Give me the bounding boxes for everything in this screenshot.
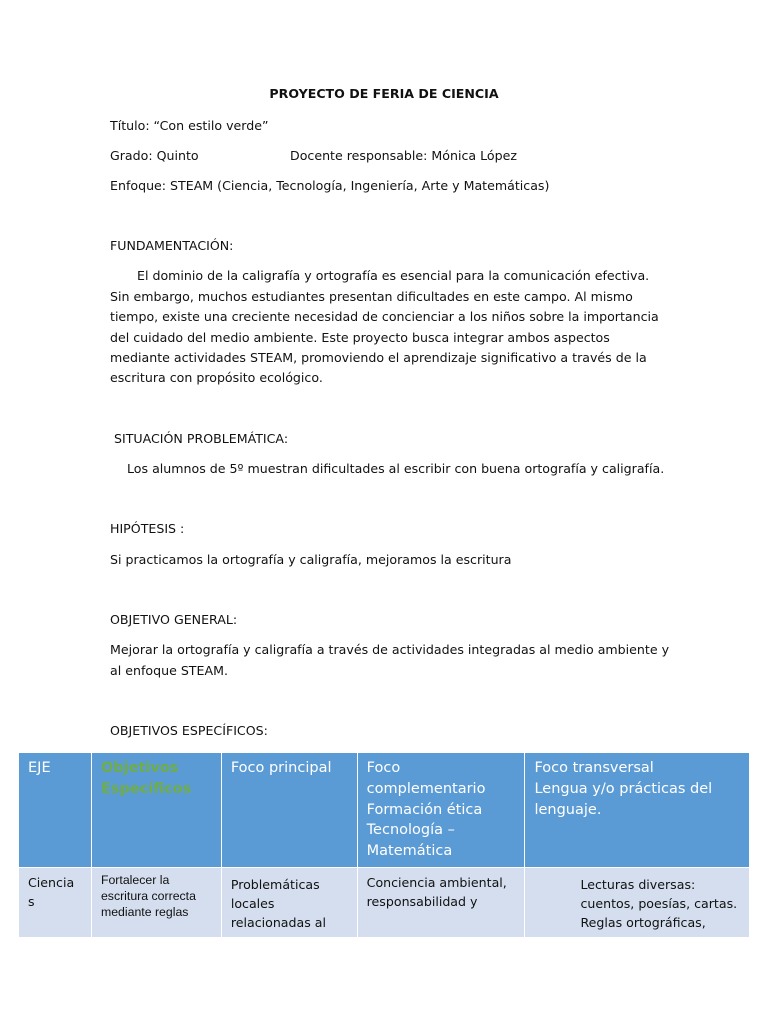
header-line: Lengua y/o prácticas del [534, 780, 713, 797]
header-line: Tecnología – [366, 822, 455, 839]
header-line: Específicos [100, 780, 192, 797]
cell-line: locales [230, 895, 275, 911]
header-line: Foco transversal [534, 760, 654, 776]
cell-line: relacionadas al [230, 914, 327, 930]
project-title-line: Título: “Con estilo verde” [110, 118, 269, 133]
situacion-text: Los alumnos de 5º muestran dificultades al escribir con buena ortografía y caligrafía. [127, 461, 665, 476]
fundamentacion-line: del cuidado del medio ambiente. Este proyecto busca integrar ambos aspectos [110, 330, 610, 345]
situacion-heading: SITUACIÓN PROBLEMÁTICA: [114, 431, 289, 446]
cell-foco-complementario [357, 867, 525, 937]
focus-line: Enfoque: STEAM (Ciencia, Tecnología, Ingeniería, Arte y Matemáticas) [110, 178, 550, 193]
header-foco-principal [221, 753, 357, 868]
cell-line: Ciencia [28, 874, 75, 890]
cell-line: Lecturas diversas: [580, 876, 696, 892]
hipotesis-heading: HIPÓTESIS : [110, 521, 185, 536]
objetivos-especificos-heading: OBJETIVOS ESPECÍFICOS: [110, 723, 268, 738]
cell-line: Reglas ortográficas, [580, 914, 706, 930]
header-line: Objetivos [100, 760, 179, 776]
cell-line: escritura correcta [100, 888, 196, 903]
objectives-table [18, 752, 750, 938]
objetivo-general-line: al enfoque STEAM. [110, 663, 228, 678]
cell-foco-transversal [525, 867, 750, 937]
cell-line: responsabilidad y [366, 893, 478, 909]
header-foco-complementario [357, 753, 525, 868]
fundamentacion-line: mediante actividades STEAM, promoviendo el aprendizaje significativo a través de la [110, 350, 647, 365]
cell-line: cuentos, poesías, cartas. [580, 895, 738, 911]
objetivo-general-line: Mejorar la ortografía y caligrafía a través de actividades integradas al medio ambiente y [110, 642, 670, 657]
objetivo-general-heading: OBJETIVO GENERAL: [110, 612, 238, 627]
cell-line: s [28, 893, 35, 909]
fundamentacion-line: El dominio de la caligrafía y ortografía es esencial para la comunicación efectiva. [137, 268, 650, 283]
fundamentacion-heading: FUNDAMENTACIÓN: [110, 238, 234, 253]
header-line: Foco [366, 760, 401, 776]
header-line: Matemática [366, 843, 453, 860]
teacher-line: Docente responsable: Mónica López [290, 148, 517, 163]
header-line: Foco principal [230, 760, 332, 776]
hipotesis-text: Si practicamos la ortografía y caligrafía, mejoramos la escritura [110, 552, 512, 567]
document-title: PROYECTO DE FERIA DE CIENCIA [269, 86, 499, 101]
header-line: Formación ética [366, 801, 483, 818]
table-row [19, 867, 750, 937]
grade-line: Grado: Quinto [110, 148, 199, 163]
fundamentacion-line: tiempo, existe una creciente necesidad de concienciar a los niños sobre la importancia [110, 309, 659, 324]
table-header-row [19, 753, 750, 868]
fundamentacion-line: escritura con propósito ecológico. [110, 370, 323, 385]
cell-objetivos [91, 867, 221, 937]
header-foco-transversal [525, 753, 750, 868]
header-eje [19, 753, 92, 868]
header-line: EJE [28, 760, 51, 776]
cell-line: mediante reglas [100, 904, 189, 919]
fundamentacion-line: Sin embargo, muchos estudiantes presentan dificultades en este campo. Al mismo [110, 289, 633, 304]
cell-line: Fortalecer la [100, 872, 170, 887]
header-objetivos [91, 753, 221, 868]
header-line: lenguaje. [534, 801, 602, 818]
cell-foco-principal [221, 867, 357, 937]
header-line: complementario [366, 780, 486, 797]
cell-eje [19, 867, 92, 937]
cell-line: Problemáticas [230, 876, 320, 892]
cell-line: Conciencia ambiental, [366, 874, 507, 890]
